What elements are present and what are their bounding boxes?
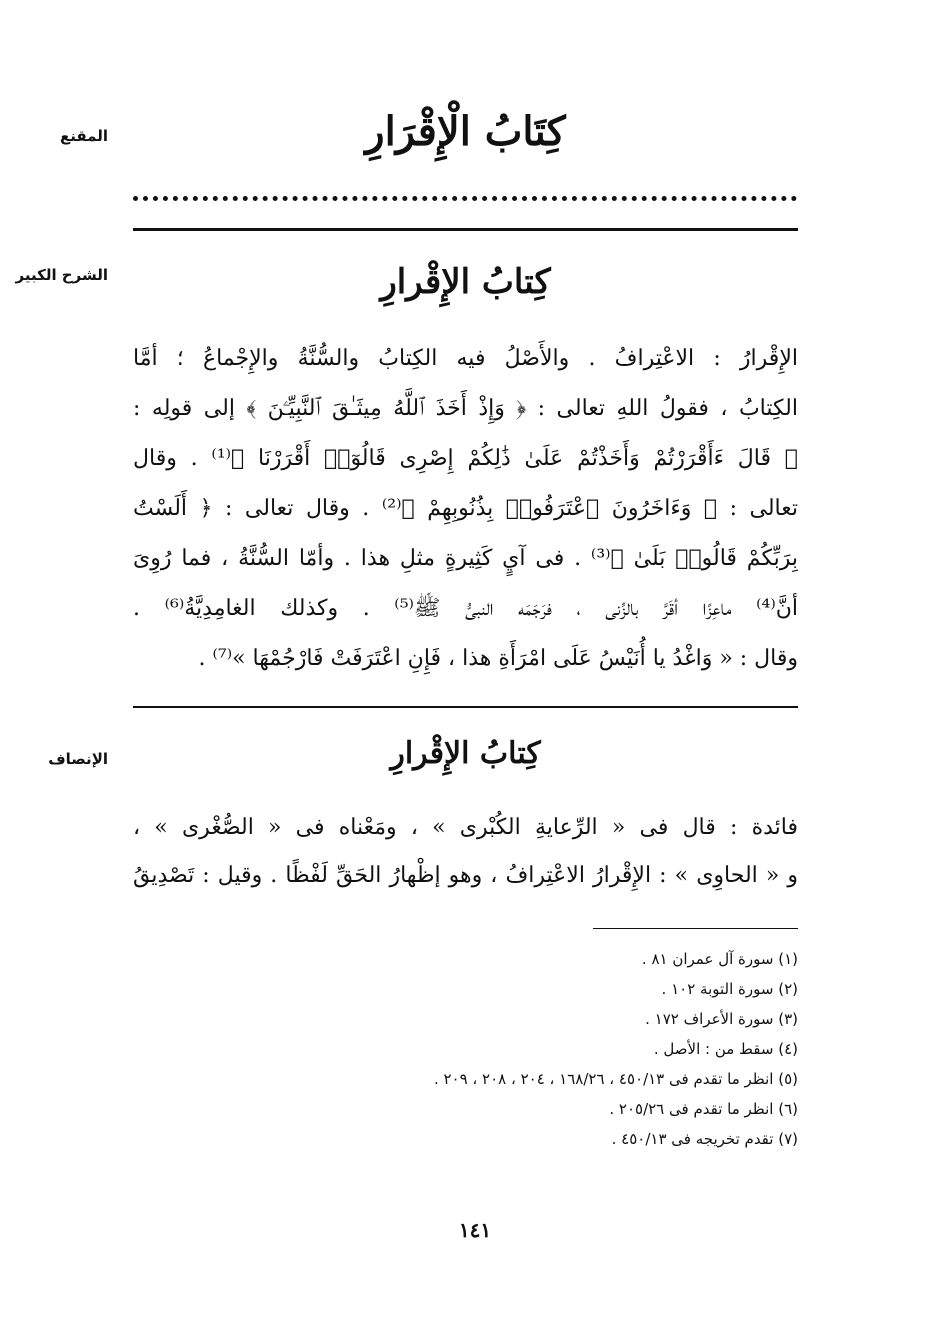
- page-number: ١٤١: [458, 1218, 492, 1242]
- muqni-title: كِتَابُ الْإِقْرَارِ: [365, 108, 566, 155]
- insaf-title: كِتابُ الإِقْرارِ: [390, 736, 541, 771]
- sharh-line: بِرَبِّكُمْ قَالُوا۟ بَلَىٰ ﴾⁽³⁾ . فى آيٍ كَثِيرةٍ مثلِ هذا . وأمّا السُّنَّةُ ، فما رُوِىَ: [133, 546, 798, 571]
- footnote: (٥) انظر ما تقدم فى ٤٥٠/١٣ ، ١٦٨/٢٦ ، ٢٠٤ ، ٢٠٨ ، ٢٠٩ .: [433, 1070, 798, 1088]
- sharh-paragraph: [133, 334, 798, 684]
- side-label-insaf: الإنصاف: [48, 750, 108, 768]
- footnote: (١) سورة آل عمران ٨١ .: [641, 950, 798, 968]
- footnote: (٣) سورة الأعراف ١٧٢ .: [645, 1010, 798, 1028]
- sharh-line: الكِتابُ ، فقولُ اللهِ تعالى : ﴿ وَإِذْ أَخَذَ ٱللَّهُ مِيثَـٰقَ ٱلنَّبِيِّـۧنَ ﴾ إلى قولِه :: [133, 396, 798, 421]
- footnote-separator: [593, 928, 798, 929]
- footnote: (٢) سورة التوبة ١٠٢ .: [661, 980, 798, 998]
- insaf-line: فائدة : قال فى « الرِّعايةِ الكُبْرى » ، ومَعْناه فى « الصُّغْرى » ،: [133, 815, 798, 840]
- sharh-title: كِتابُ الإِقْرارِ: [380, 262, 551, 302]
- insaf-paragraph: [133, 804, 798, 900]
- footnote: (٧) تقدم تخريجه فى ٤٥٠/١٣ .: [611, 1130, 798, 1148]
- side-label-muqni: المقنع: [60, 127, 108, 145]
- section-divider-middle: [133, 706, 798, 708]
- footnote: (٤) سقط من : الأصل .: [653, 1040, 798, 1058]
- sharh-line: وقال : « وَاغْدُ يا أُنَيْسُ عَلَى امْرَأَةِ هذا ، فَإِنِ اعْتَرَفَتْ فَارْجُمْهَا »⁽⁷⁾ .: [198, 646, 798, 671]
- sharh-line: أنَّ⁽⁴⁾ ماعِزًا أقَرَّ بالزِّنى ، فرَجَمَه النبىُّ ﷺ⁽⁵⁾ . وكذلك الغامِدِيَّةُ⁽⁶⁾ .: [133, 596, 798, 621]
- insaf-line: و « الحاوِى » : الإِقْرارُ الاعْتِرافُ ، وهو إظْهارُ الحَقِّ لَفْظًا . وقيل : تَصْدِيقُ: [133, 863, 798, 888]
- sharh-line: الإِقْرارُ : الاعْتِرافُ . والأَصْلُ فيه الكِتابُ والسُّنَّةُ والإِجْماعُ ؛ أمَّا: [133, 346, 798, 371]
- footnotes: [434, 944, 798, 1154]
- sharh-line: ﴿ قَالَ ءَأَقْرَرْتُمْ وَأَخَذْتُمْ عَلَىٰ ذَٰلِكُمْ إِصْرِى قَالُوٓا۟ أَقْرَرْنَا ﴾⁽¹⁾ . وقال: [133, 446, 798, 471]
- section-divider-top: [133, 228, 798, 231]
- side-label-sharh: الشرح الكبير: [15, 266, 108, 284]
- sharh-line: تعالى : ﴿ وَءَاخَرُونَ ٱعْتَرَفُوا۟ بِذُنُوبِهِمْ ﴾⁽²⁾ . وقال تعالى : ﴿ أَلَسْتُ: [133, 496, 798, 521]
- dotted-divider: [133, 196, 797, 201]
- footnote: (٦) انظر ما تقدم فى ٢٠٥/٢٦ .: [609, 1100, 798, 1118]
